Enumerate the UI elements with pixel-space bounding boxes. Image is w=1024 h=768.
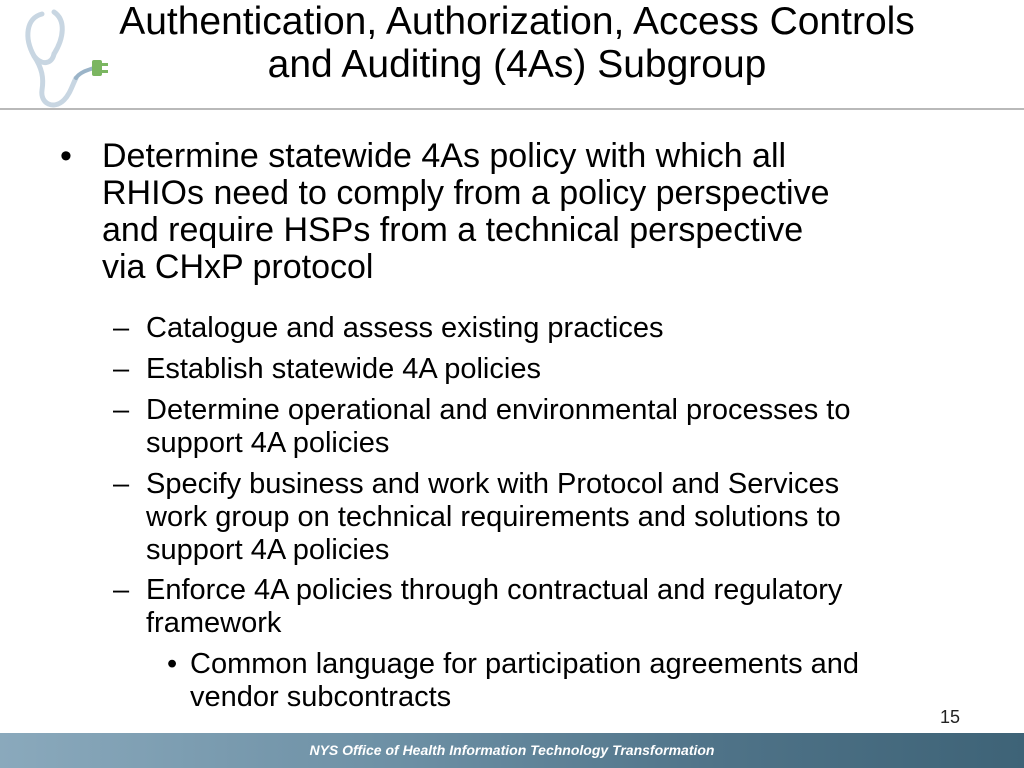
slide-number: 15 (939, 707, 961, 727)
bullet-main-line: via CHxP protocol (102, 248, 374, 286)
slide-title (30, 0, 1004, 86)
bullet-main-line: Determine statewide 4As policy with which all (102, 137, 787, 175)
footer-bar (0, 733, 1024, 768)
title-divider (0, 108, 1024, 110)
sub-bullet-line: Catalogue and assess existing practices (146, 312, 664, 344)
bullet-main-line: and require HSPs from a technical perspective (102, 211, 804, 249)
dash-marker: – (113, 312, 130, 344)
sub-bullet-line: Enforce 4A policies through contractual and regulatory (146, 574, 843, 606)
sub-bullet (113, 574, 996, 640)
sub-bullet-line: support 4A policies (146, 534, 390, 566)
sub-bullet (113, 312, 996, 345)
dash-marker: – (113, 353, 130, 385)
sub-bullet-line: Establish statewide 4A policies (146, 353, 541, 385)
sub-bullet-line: Specify business and work with Protocol and Services (146, 468, 840, 500)
sub-bullet (113, 468, 996, 567)
sub-sub-bullet-line: Common language for participation agreements and (190, 648, 860, 680)
sub-bullet (113, 394, 996, 460)
bullet-marker: • (167, 648, 178, 680)
dash-marker: – (113, 574, 130, 606)
sub-bullet (113, 353, 996, 386)
title-line-1: Authentication, Authorization, Access Controls (119, 0, 915, 43)
dash-marker: – (113, 394, 130, 426)
sub-sub-bullet-line: vendor subcontracts (190, 681, 452, 713)
dash-marker: – (113, 468, 130, 500)
sub-sub-bullet (167, 648, 1000, 714)
sub-bullet-line: work group on technical requirements and solutions to (146, 501, 841, 533)
footer-text: NYS Office of Health Information Technology Transformation (309, 742, 715, 758)
sub-bullet-line: Determine operational and environmental processes to (146, 394, 851, 426)
bullet-marker: • (60, 137, 72, 175)
sub-bullet-line: framework (146, 607, 282, 639)
bullet-main (60, 137, 982, 286)
title-line-2: and Auditing (4As) Subgroup (267, 43, 767, 86)
sub-bullet-line: support 4A policies (146, 427, 390, 459)
bullet-main-line: RHIOs need to comply from a policy perspective (102, 174, 830, 212)
